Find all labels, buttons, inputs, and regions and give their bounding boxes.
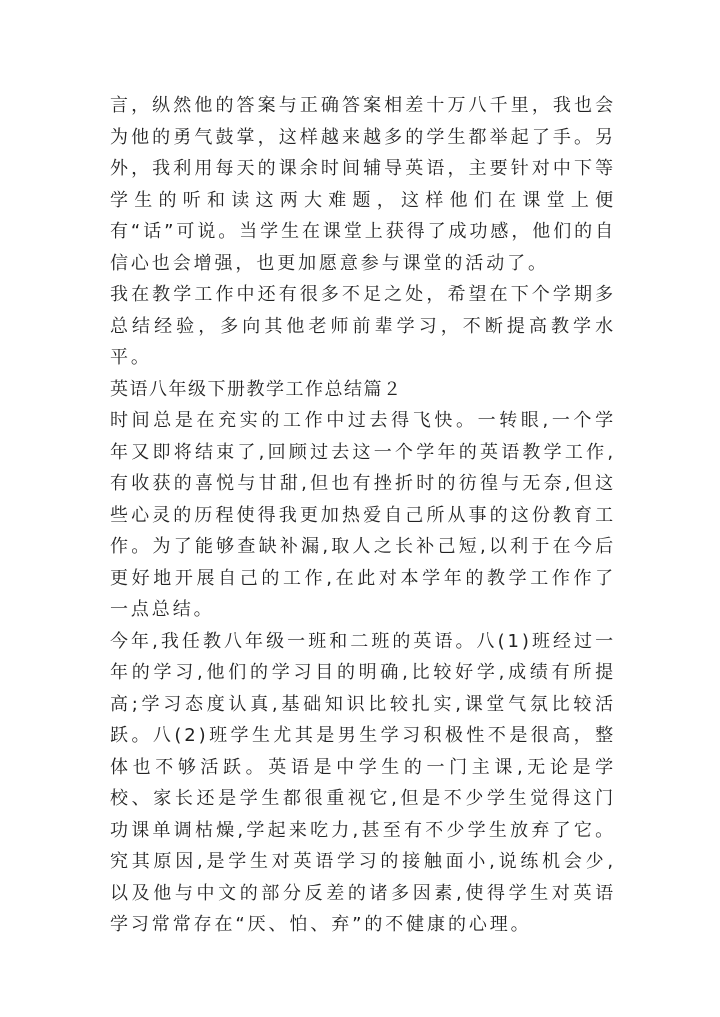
section-heading: 英语八年级下册教学工作总结篇２ — [110, 378, 403, 400]
paragraph-classes: 今年,我任教八年级一班和二班的英语。八(1)班经过一年的学习,他们的学习目的明确,比较好学,成绩有所提高;学习态度认真,基础知识比较扎实,课堂气氛比较活跃。八(2)班学生尤其是男生学习积极性不是很高，整体也不够活跃。英语是中学生的一门主课,无论是学校、家长还是学生都很重视它,但是不少学生觉得这门功课单调枯燥,学起来吃力,甚至有不少学生放弃了它。究其原因,是学生对英语学习的接触面小,说练机会少,以及他与中文的部分反差的诸多因素,使得学生对英语学习常常存在“厌、怕、弃”的不健康的心理。 — [110, 630, 616, 935]
paragraph-intro: 时间总是在充实的工作中过去得飞快。一转眼,一个学年又即将结束了,回顾过去这一个学年的英语教学工作,有收获的喜悦与甘甜,但也有挫折时的彷徨与无奈,但这些心灵的历程使得我更加热爱自己所从事的这份教育工作。为了能够查缺补漏,取人之长补己短,以利于在今后更好地开展自己的工作,在此对本学年的教学工作作了一点总结。 — [110, 410, 616, 620]
paragraph-encouragement: 言，纵然他的答案与正确答案相差十万八千里，我也会为他的勇气鼓掌，这样越来越多的学生都举起了手。另外，我利用每天的课余时间辅导英语，主要针对中下等学生的听和读这两大难题，这样他们在课堂上便有“话”可说。当学生在课堂上获得了成功感，他们的自信心也会增强，也更加愿意参与课堂的活动了。 — [110, 95, 616, 274]
document-body — [110, 90, 616, 941]
paragraph-shortcomings: 我在教学工作中还有很多不足之处，希望在下个学期多总结经验，多向其他老师前辈学习，不断提高教学水平。 — [110, 284, 616, 368]
